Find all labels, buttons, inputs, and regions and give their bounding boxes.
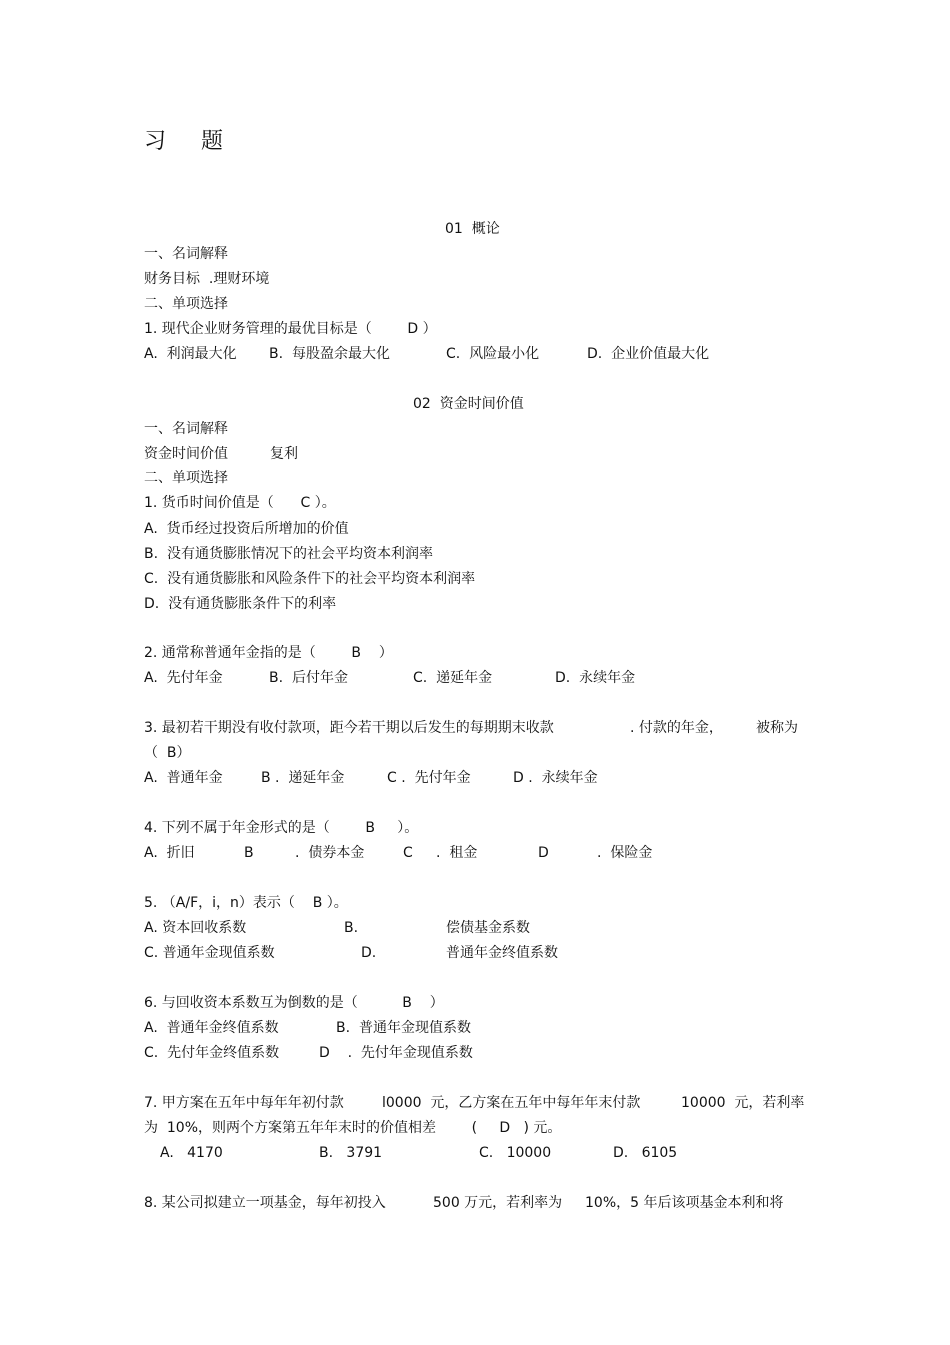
question: 1. 现代企业财务管理的最优目标是（ D ）: [144, 321, 437, 337]
term: 复利: [270, 446, 298, 462]
question-part: 为 10%，则两个方案第五年年末时的价值相差 ( D ) 元。: [144, 1120, 562, 1136]
option-letter: B.: [344, 920, 359, 936]
option: B. 普通年金现值系数: [336, 1020, 471, 1036]
question: 7. 甲方案在五年中每年年初付款: [144, 1095, 344, 1111]
option: C. 递延年金: [413, 670, 493, 686]
option-text: . 保险金: [597, 845, 653, 861]
question: 6. 与回收资本系数互为倒数的是（ B ）: [144, 995, 444, 1011]
option: D. 企业价值最大化: [587, 346, 710, 362]
option: C . 先付年金: [387, 770, 471, 786]
option: C. 10000: [479, 1145, 552, 1161]
page-title: 习 题: [144, 129, 237, 154]
option: C. 没有通货膨胀和风险条件下的社会平均资本利润率: [144, 571, 476, 587]
chapter-heading: 01 概论: [445, 221, 500, 237]
question-part: . 付款的年金，: [630, 720, 723, 736]
section-label: 二、单项选择: [144, 296, 228, 312]
term-list: 财务目标 .理财环境: [144, 271, 270, 287]
option: B. 每股盈余最大化: [269, 346, 390, 362]
option-text: 普通年金终值系数: [446, 945, 558, 961]
question: 5. （A/F，i，n）表示（ B ）。: [144, 895, 348, 911]
question: 2. 通常称普通年金指的是（ B ）: [144, 645, 393, 661]
section-label: 二、单项选择: [144, 470, 228, 486]
section-label: 一、名词解释: [144, 421, 228, 437]
option: A. 普通年金终值系数: [144, 1020, 279, 1036]
option: B . 递延年金: [261, 770, 345, 786]
option: D . 先付年金现值系数: [319, 1045, 473, 1061]
section-label: 一、名词解释: [144, 246, 228, 262]
question: 8. 某公司拟建立一项基金，每年初投入: [144, 1195, 386, 1211]
option: A. 4170: [160, 1145, 223, 1161]
option: D. 6105: [613, 1145, 678, 1161]
question-part: 被称为: [756, 720, 798, 736]
term: 资金时间价值: [144, 446, 228, 462]
question-part: 10%，5 年后该项基金本利和将: [585, 1195, 784, 1211]
option: C. 风险最小化: [446, 346, 540, 362]
question-part: （ B）: [144, 745, 191, 761]
option-text: 偿债基金系数: [446, 920, 530, 936]
option: B. 后付年金: [269, 670, 348, 686]
option-letter: C: [403, 845, 413, 861]
option: D . 永续年金: [513, 770, 598, 786]
option: A. 利润最大化: [144, 346, 237, 362]
option: B. 3791: [319, 1145, 383, 1161]
option-letter: D.: [361, 945, 377, 961]
question: 4. 下列不属于年金形式的是（ B ）。: [144, 820, 419, 836]
option-letter: B: [244, 845, 254, 861]
option: A. 折旧: [144, 845, 195, 861]
question: 1. 货币时间价值是（ C ）。: [144, 495, 336, 511]
option-text: . 债券本金: [295, 845, 365, 861]
option: A. 普通年金: [144, 770, 223, 786]
chapter-heading: 02 资金时间价值: [413, 396, 524, 412]
option: C. 普通年金现值系数: [144, 945, 275, 961]
option: C. 先付年金终值系数: [144, 1045, 280, 1061]
question-part: 500 万元，若利率为: [433, 1195, 563, 1211]
option: D. 永续年金: [555, 670, 636, 686]
option-letter: D: [538, 845, 549, 861]
question-part: 10000 元，若利率: [681, 1095, 805, 1111]
option: B. 没有通货膨胀情况下的社会平均资本利润率: [144, 546, 433, 562]
option: A. 先付年金: [144, 670, 223, 686]
question: 3. 最初若干期没有收付款项，距今若干期以后发生的每期期末收款: [144, 720, 554, 736]
question-part: l0000 元，乙方案在五年中每年年末付款: [382, 1095, 641, 1111]
option: D. 没有通货膨胀条件下的利率: [144, 596, 337, 612]
option-text: . 租金: [436, 845, 478, 861]
option: A. 货币经过投资后所增加的价值: [144, 521, 349, 537]
option: A. 资本回收系数: [144, 920, 247, 936]
